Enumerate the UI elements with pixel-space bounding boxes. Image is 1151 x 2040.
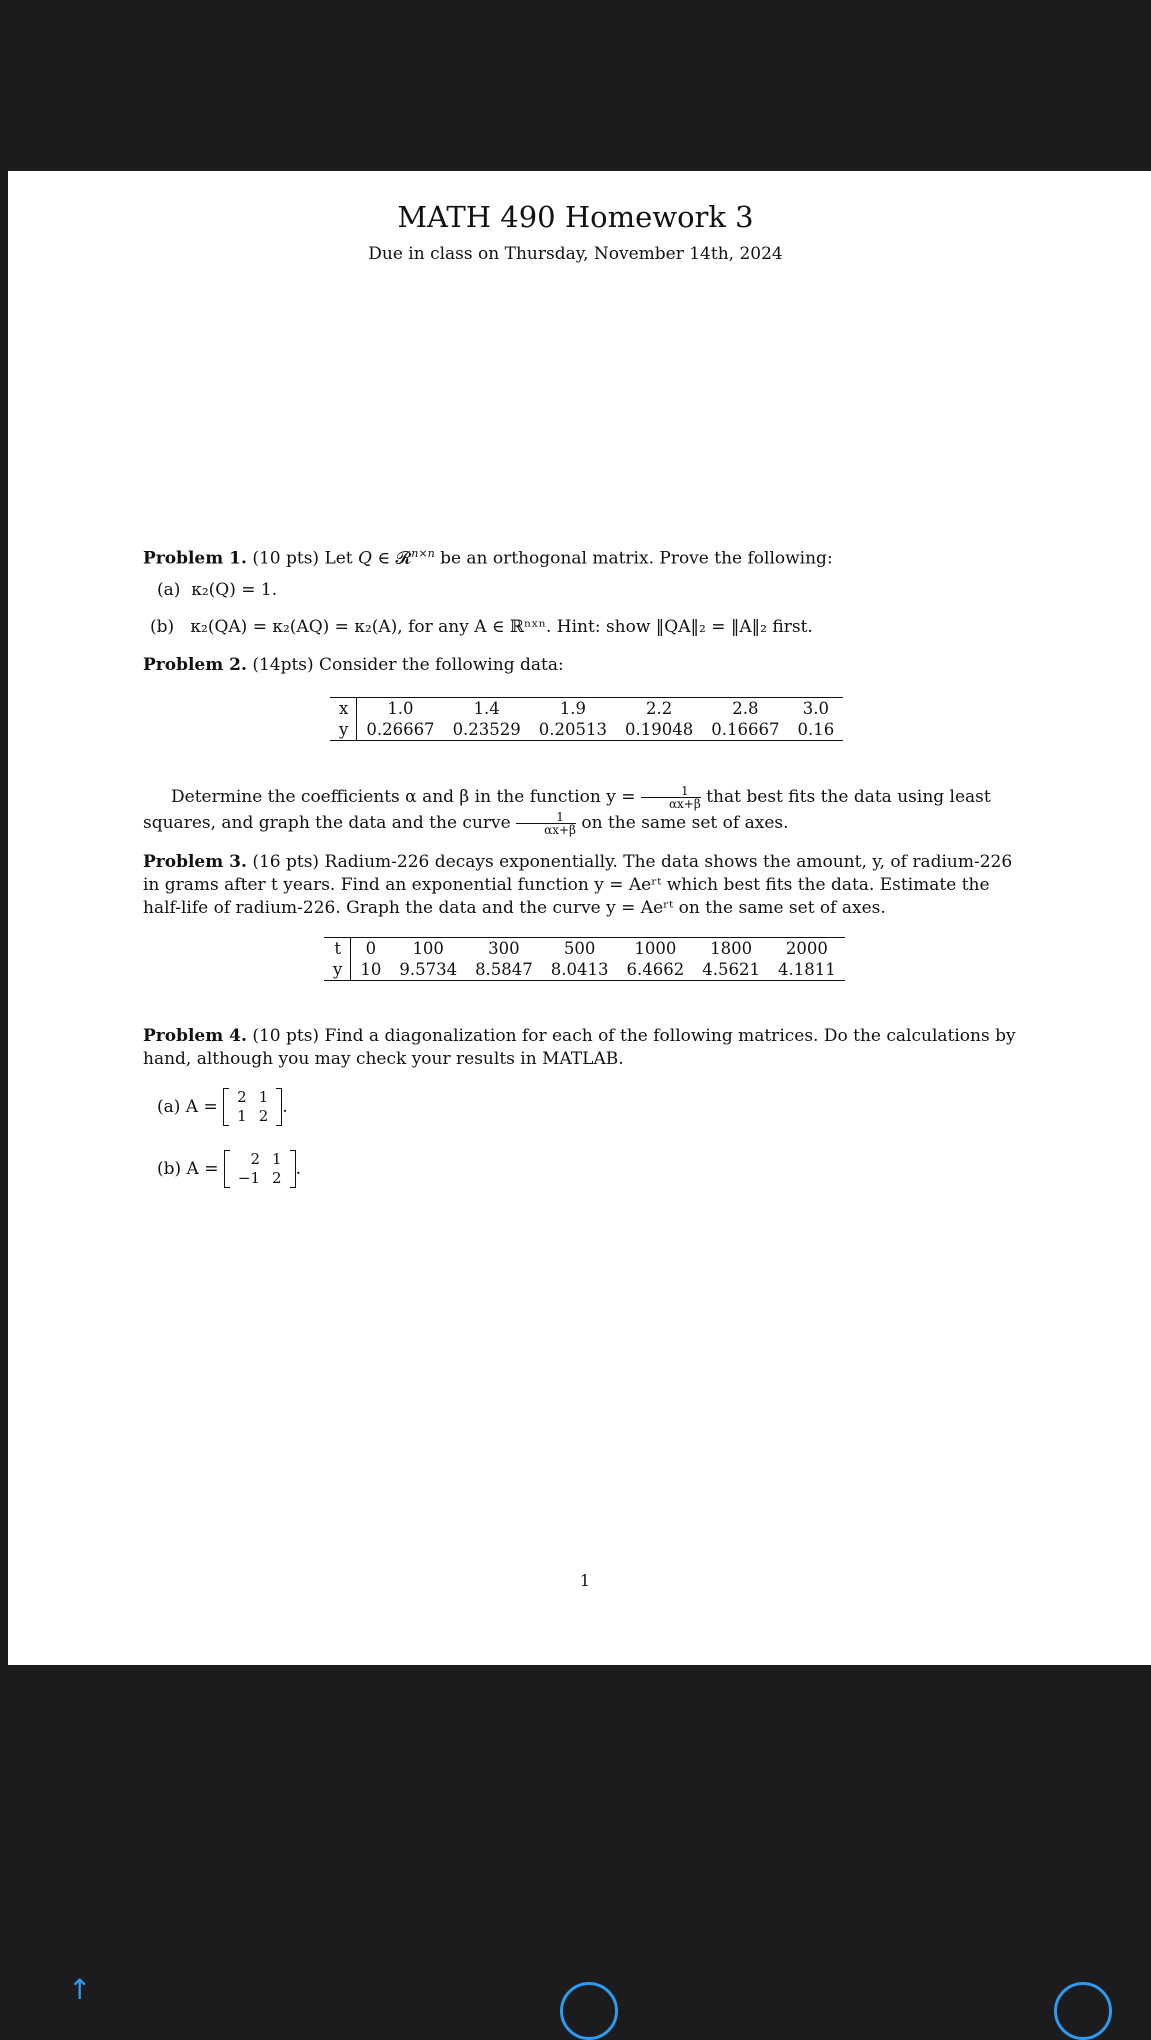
table-cell: 1.4 <box>444 698 530 720</box>
table-cell: 0.26667 <box>357 719 444 741</box>
circle-button-icon[interactable] <box>560 1982 618 2040</box>
table-cell: t <box>324 938 351 960</box>
table-cell: 0.23529 <box>444 719 530 741</box>
table-cell: 6.4662 <box>618 959 694 981</box>
problem-2-heading: Problem 2. <box>143 655 247 675</box>
table-row-y <box>330 719 843 741</box>
table-cell: 0.16667 <box>702 719 788 741</box>
matrix-cell: −1 <box>237 1169 261 1187</box>
table-cell: y <box>330 719 357 741</box>
table-cell: x <box>330 698 357 720</box>
matrix-cell: 1 <box>272 1150 282 1168</box>
table-row-x <box>330 698 843 720</box>
table-cell: 500 <box>542 938 618 960</box>
matrix-a <box>223 1088 282 1126</box>
matrix-cell: 1 <box>258 1088 269 1106</box>
problem-1-intro-b: be an orthogonal matrix. Prove the following: <box>440 548 833 569</box>
problem-4b-label: (b) A = <box>157 1159 219 1179</box>
table-cell: 4.5621 <box>693 959 769 981</box>
page-number: 1 <box>579 1571 591 1590</box>
fraction-2: $\frac{1}{\alpha x+\beta}$ <box>516 811 576 836</box>
table-cell: 8.5847 <box>466 959 542 981</box>
problem-4-text: (10 pts) Find a diagonalization for each of the following matrices. Do the calculations by hand, although you may check your results in MATLAB. <box>143 1026 1016 1069</box>
problem-2-intro <box>143 654 1028 677</box>
table-cell: 1.0 <box>357 698 444 720</box>
doc-title: MATH 490 Homework 3 <box>397 200 754 234</box>
table-row-t <box>324 938 845 960</box>
problem-4-heading: Problem 4. <box>143 1026 247 1046</box>
matrix-b <box>224 1150 296 1188</box>
problem-4a: (a) A = 2 1 1 2 . <box>157 1088 288 1125</box>
problem-1-intro-a: (10 pts) Let <box>252 548 353 569</box>
circle-button-icon-right[interactable] <box>1054 1982 1112 2040</box>
table-cell: 100 <box>390 938 466 960</box>
problem-2-text-1: Determine the coefficients α and β in the function y = <box>171 787 636 807</box>
table-cell: 8.0413 <box>542 959 618 981</box>
table-cell: 1.9 <box>530 698 616 720</box>
doc-subtitle: Due in class on Thursday, November 14th, 2024 <box>368 244 783 264</box>
problem-1a <box>157 580 277 600</box>
problem-1-heading: Problem 1. <box>143 548 247 569</box>
table-cell: 0.19048 <box>616 719 702 741</box>
problem-2-body <box>143 784 1028 836</box>
table-cell: 2000 <box>769 938 845 960</box>
matrix-cell: 2 <box>258 1107 269 1125</box>
table-cell: 4.1811 <box>769 959 845 981</box>
problem-1b-label: (b) <box>150 617 175 637</box>
problem-3-text: (16 pts) Radium-226 decays exponentially. The data shows the amount, y, of radium-226 in grams after t years. Find an exponential function y = Aeʳᵗ which best fits the data. Estimate the half-life of radium-226. Graph the data and the curve y = Aeʳᵗ on the same set of axes. <box>143 852 1013 918</box>
table-cell: 3.0 <box>789 698 844 720</box>
problem-4b: (b) A = 2 1 −1 2 . <box>157 1150 301 1187</box>
table-cell: y <box>324 959 351 981</box>
table-cell: 1800 <box>693 938 769 960</box>
problem-2-table <box>330 697 843 741</box>
table-cell: 300 <box>466 938 542 960</box>
table-cell: 2.8 <box>702 698 788 720</box>
table-cell: 0 <box>351 938 391 960</box>
matrix-cell: 1 <box>237 1107 247 1125</box>
table-cell: 10 <box>351 959 391 981</box>
problem-3-table <box>324 937 845 981</box>
problem-1-intro: Problem 1. (10 pts) Let Q ∈ 𝓡$^{n\times n}$ be an orthogonal matrix. Prove the following: <box>143 547 833 569</box>
fraction-1: $\frac{1}{\alpha x+\beta}$ <box>641 785 701 810</box>
table-cell: 2.2 <box>616 698 702 720</box>
problem-3 <box>143 851 1028 920</box>
problem-3-heading: Problem 3. <box>143 852 247 872</box>
table-cell: 0.16 <box>789 719 844 741</box>
table-row-y <box>324 959 845 981</box>
problem-4 <box>143 1025 1028 1071</box>
matrix-cell: 2 <box>250 1150 261 1168</box>
matrix-cell: 2 <box>237 1088 247 1106</box>
upload-icon[interactable]: ↑ <box>68 1973 92 2006</box>
problem-1a-label: (a) <box>157 580 181 600</box>
problem-1a-text: κ₂(Q) = 1. <box>191 580 278 600</box>
table-cell: 1000 <box>618 938 694 960</box>
bottom-toolbar <box>0 1968 1151 2006</box>
problem-2-text-4: on the same set of axes. <box>581 813 789 833</box>
problem-1b <box>150 617 813 637</box>
problem-1b-text: κ₂(QA) = κ₂(AQ) = κ₂(A), for any A ∈ ℝⁿˣⁿ. Hint: show ‖QA‖₂ = ‖A‖₂ first. <box>190 617 813 637</box>
problem-2-text-3: and graph the data and the curve <box>221 813 511 833</box>
problem-4a-label: (a) A = <box>157 1097 218 1117</box>
problem-2-intro-text: (14pts) Consider the following data: <box>252 655 564 675</box>
problem-2-text-2: that best fits the data using least squares, <box>143 787 991 833</box>
matrix-cell: 2 <box>272 1169 282 1187</box>
table-cell: 0.20513 <box>530 719 616 741</box>
table-cell: 9.5734 <box>390 959 466 981</box>
